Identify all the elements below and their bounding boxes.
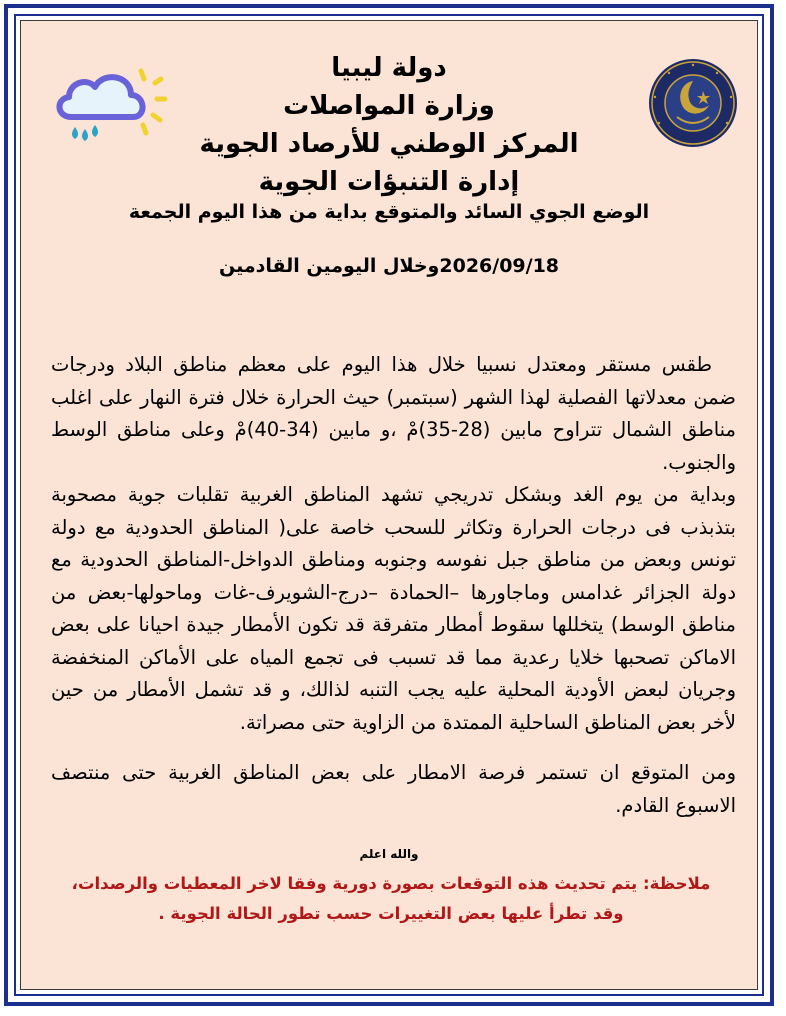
forecast-title: الوضع الجوي السائد والمتوقع بداية من هذا اليوم الجمعة bbox=[128, 201, 650, 223]
update-note: ملاحظة: يتم تحديث هذه التوقعات بصورة دورية وفقا لاخر المعطيات والرصدات، وقد تطرأ عليها بعض التغييرات حسب تطور الحالة الجوية . bbox=[71, 874, 711, 923]
header-ministry: وزارة المواصلات bbox=[283, 91, 495, 121]
paragraph-expectation: ومن المتوقع ان تستمر فرصة الامطار على بعض المناطق الغربية حتى منتصف الاسبوع القادم. bbox=[51, 761, 736, 817]
signoff: والله اعلم bbox=[359, 847, 419, 861]
header-country: دولة ليبيا bbox=[331, 53, 447, 83]
document-page bbox=[20, 20, 758, 990]
header-department: إدارة التنبؤات الجوية bbox=[258, 167, 520, 197]
header-center: المركز الوطني للأرصاد الجوية bbox=[199, 129, 579, 159]
paragraph-western-outlook: وبداية من يوم الغد وبشكل تدريجي تشهد المناطق الغربية تقلبات جوية مصحوبة بتذبذب فى درجات الحرارة وتكاثر للسحب خاصة على( المناطق الحدودية مع دولة تونس وبعض من مناطق جبل نفوسه وجنوبه ومناطق الدواخل-المناطق الحدودية مع دولة الجزائر غدامس وماجاورها –الحمادة –درج-الشويرف-غات وماحولها-بعض من مناطق الوسط) يتخللها سقوط أمطار متفرقة قد تكون الأمطار جيدة احيانا على بعض الاماكن تصحبها خلايا رعدية مما قد تسبب فى تجمع المياه على الأماكن المنخفضة وجريان لبعض الأودية المحلية عليه يجب التنبه لذالك، و قد تشمل الأمطار من حين لأخر بعض المناطق الساحلية الممتدة من الزاوية حتى مصراتة. bbox=[51, 483, 736, 734]
forecast-date-line: 2026/09/18وخلال اليومين القادمين bbox=[218, 255, 560, 277]
forecast-body bbox=[51, 349, 736, 822]
document-header bbox=[21, 49, 757, 201]
paragraph-current-weather: طقس مستقر ومعتدل نسبيا خلال هذا اليوم على معظم مناطق البلاد ودرجات ضمن معدلاتها الفصلية لهذا الشهر (سبتمبر) حيث الحرارة خلال فترة النهار على اغلب مناطق الشمال تتراوح مابين (28-35)مْ ،و مابين (34-40)مْ وعلى مناطق الوسط والجنوب. bbox=[51, 353, 736, 474]
